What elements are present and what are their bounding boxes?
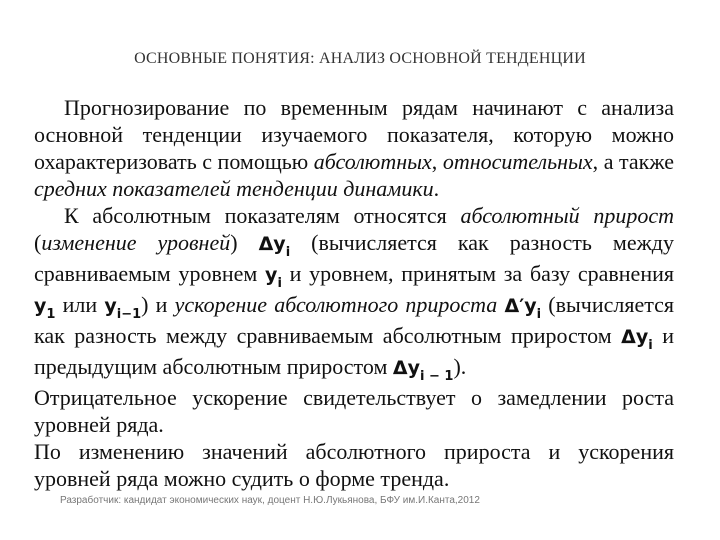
formula-symbol: Δy <box>258 233 286 255</box>
p2-text-1: К абсолютным показателям относятся <box>64 203 461 228</box>
formula-symbol: Δ′y <box>504 295 537 317</box>
p1-text-3: , а также <box>592 149 674 174</box>
formula-symbol: y <box>265 264 278 286</box>
formula-y-i-minus-1 <box>104 295 142 322</box>
paragraph-4: По изменению значений абсолютного прироста и ускорения уровней ряда можно судить о форме тренда. <box>34 439 674 491</box>
p1-text-1: Прогнозирование по временным рядам начинают с анализа основной тенденции изучаемого показателя, которую можно охарактеризовать с помощью <box>34 95 674 174</box>
p1-italic-average: средних показателей тенденции динамики <box>34 176 434 201</box>
formula-delta-y-i-minus-1 <box>392 357 454 384</box>
p2-text-7: ) и <box>141 292 175 317</box>
formula-subscript: i <box>277 276 282 291</box>
p2-text-10: и предыдущим абсолютным приростом <box>34 323 674 379</box>
p2-text-9: (вычисляется как разность между сравниваемым абсолютным приростом <box>34 292 675 348</box>
p1-italic-relative: относительных <box>442 149 593 174</box>
formula-y-1 <box>34 295 56 322</box>
paragraph-1 <box>34 94 674 202</box>
slide-title: ОСНОВНЫЕ ПОНЯТИЯ: АНАЛИЗ ОСНОВНОЙ ТЕНДЕНЦИИ <box>134 50 586 67</box>
p2-text-2: ( <box>34 230 42 255</box>
formula-symbol: Δy <box>621 326 649 348</box>
p2-italic-acceleration: ускорение абсолютного прироста <box>174 292 498 317</box>
p1-text-4: . <box>433 176 440 201</box>
slide-body <box>34 94 674 492</box>
formula-symbol: Δy <box>392 357 420 379</box>
p2-italic-level-change: изменение уровней <box>41 230 231 255</box>
p2-text-6: или <box>55 292 105 317</box>
paragraph-3: Отрицательное ускорение свидетельствует о замедлении роста уровней ряда. <box>34 385 674 437</box>
p2-text-3: ) <box>230 230 259 255</box>
p2-text-5: и уровнем, принятым за базу сравнения <box>281 261 674 286</box>
formula-delta-prime-y-i <box>504 295 542 322</box>
p2-text-4: (вычисляется как разность между сравниваемым уровнем <box>34 230 675 286</box>
formula-subscript: i <box>648 338 653 353</box>
p2-italic-abs-increase: абсолютный прирост <box>460 203 674 228</box>
formula-delta-y-i <box>258 233 291 260</box>
formula-symbol: y <box>104 295 117 317</box>
formula-subscript: i <box>536 307 542 322</box>
p2-text-11: ). <box>453 354 467 379</box>
formula-subscript: i−1 <box>116 307 142 322</box>
formula-y-i <box>265 264 282 291</box>
footer-credit: Разработчик: кандидат экономических наук, доцент Н.Ю.Лукьянова, БФУ им.И.Канта,2012 <box>60 495 480 506</box>
formula-subscript: i − 1 <box>419 369 454 384</box>
formula-delta-y-i-2 <box>621 326 653 353</box>
p1-italic-absolute: абсолютных <box>313 149 432 174</box>
formula-subscript: i <box>285 245 291 260</box>
formula-subscript: 1 <box>46 307 56 322</box>
paragraph-2 <box>34 202 674 384</box>
formula-symbol: y <box>34 295 47 317</box>
p2-text-8 <box>497 292 504 317</box>
p1-text-2: , <box>431 149 443 174</box>
